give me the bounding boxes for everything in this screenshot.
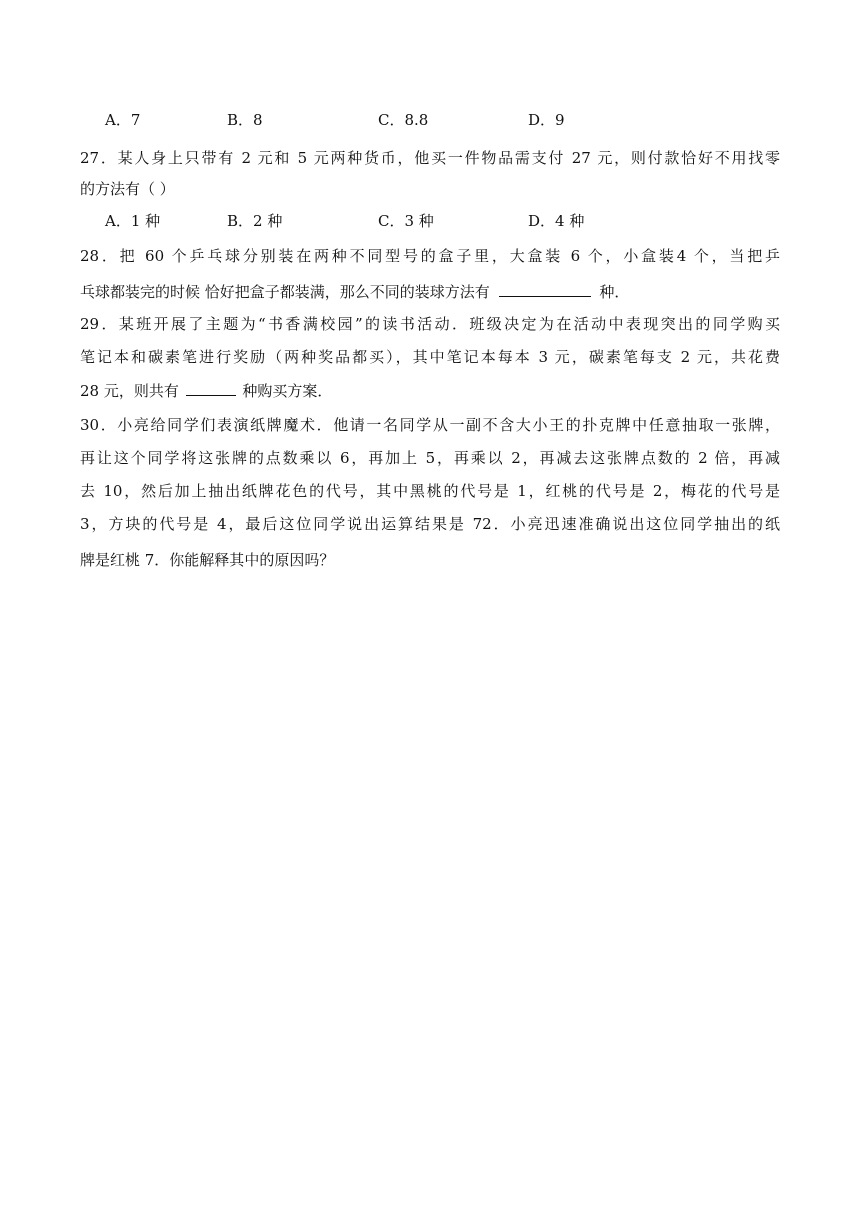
q29-text-line-2: 笔记本和碳素笔进行奖励（两种奖品都买），其中笔记本每本 3 元，碳素笔每支 2 元，共花费: [80, 348, 780, 366]
q27-option-b: B．2 种: [227, 212, 283, 230]
q26-option-b: B．8: [227, 111, 263, 129]
q27-option-a: A．1 种: [105, 212, 161, 230]
q26-option-c: C．8.8: [378, 111, 429, 129]
q26-option-d: D．9: [528, 111, 565, 129]
q27-option-c: C．3 种: [378, 212, 434, 230]
q29-line-3-before: 28 元，则共有: [80, 382, 179, 400]
q29-answer-blank[interactable]: [186, 377, 236, 396]
q30-text-line-5: 牌是红桃 7．你能解释其中的原因吗？: [80, 551, 335, 569]
q30-text-line-4: 3，方块的代号是 4，最后这位同学说出运算结果是 72．小亮迅速准确说出这位同学抽出的纸: [80, 515, 780, 533]
q28-answer-blank[interactable]: [499, 278, 591, 297]
q27-option-d: D．4 种: [528, 212, 585, 230]
q30-text-line-2: 再让这个同学将这张牌的点数乘以 6，再加上 5，再乘以 2，再减去这张牌点数的 2 倍，再减: [80, 449, 780, 467]
q28-text-line-2: [80, 278, 780, 304]
q30-text-line-3: 去 10，然后加上抽出纸牌花色的代号，其中黑桃的代号是 1，红桃的代号是 2，梅花的代号是: [80, 482, 780, 500]
q27-text-line-1: 27．某人身上只带有 2 元和 5 元两种货币，他买一件物品需支付 27 元，则付款恰好不用找零: [80, 149, 780, 167]
q28-line-2-before: 乓球都装完的时候 恰好把盒子都装满，那么不同的装球方法有: [80, 283, 490, 301]
q29-text-line-1: 29．某班开展了主题为“书香满校园”的读书活动．班级决定为在活动中表现突出的同学购买: [80, 315, 780, 333]
q29-text-line-3: [80, 377, 780, 403]
q28-text-line-1: 28．把 60 个乒乓球分别装在两种不同型号的盒子里，大盒装 6 个，小盒装4 个，当把乒: [80, 247, 780, 265]
q27-text-line-2: 的方法有（ ）: [80, 180, 175, 198]
q29-line-3-after: 种购买方案．: [242, 382, 333, 400]
q28-line-2-after: 种．: [599, 283, 630, 301]
q26-option-a: A．7: [105, 111, 141, 129]
q30-text-line-1: 30．小亮给同学们表演纸牌魔术．他请一名同学从一副不含大小王的扑克牌中任意抽取一张牌，: [80, 416, 780, 434]
